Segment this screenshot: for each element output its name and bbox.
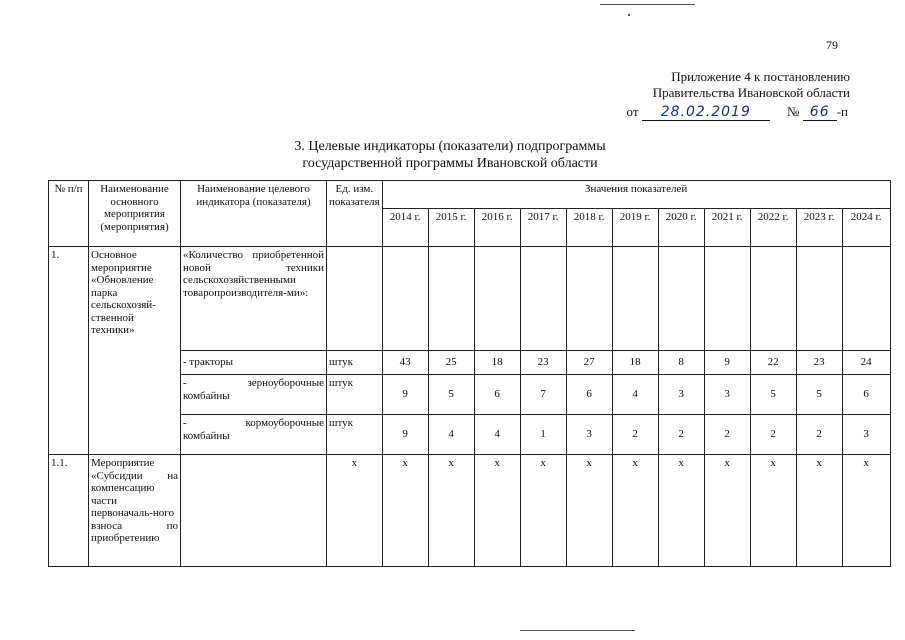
value-cell: 22 [750,351,796,375]
unit-cell: х [327,455,383,567]
year-2021: 2021 г. [704,209,750,247]
value-cell: х [612,455,658,567]
appendix-line-2: Правительства Ивановской области [652,85,850,100]
value-cell: 27 [566,351,612,375]
value-cell: х [428,455,474,567]
title-line-1: 3. Целевые индикаторы (показатели) подпрограммы [294,139,606,154]
value-cell: 2 [796,415,842,455]
table-row-main-event [49,247,891,351]
row-event-name: Основное мероприятие «Обновление парка сельскохозяй-ственной техники» [89,247,181,455]
row-event-name: Мероприятие «Субсидии на компенсацию части первоначаль-ного взноса по приобретению [89,455,181,567]
handwritten-date: 28.02.2019 [642,104,770,121]
indicators-table [48,180,891,567]
value-cell: х [520,455,566,567]
value-cell: 6 [842,375,890,415]
header-event: Наименование основного мероприятия (мероприятия) [89,181,181,247]
section-title [200,138,700,172]
title-line-2: государственной программы Ивановской области [302,156,598,171]
unit-cell: штук [327,351,383,375]
value-cell: 18 [612,351,658,375]
indicator-forage-harvesters [181,415,327,455]
year-2019: 2019 г. [612,209,658,247]
value-cell: 24 [842,351,890,375]
number-suffix: -п [836,104,848,119]
value-cell: 9 [382,415,428,455]
unit-cell: штук [327,375,383,415]
year-2014: 2014 г. [382,209,428,247]
appendix-header [600,69,850,101]
year-2015: 2015 г. [428,209,474,247]
value-cell: 9 [704,351,750,375]
value-cell: 5 [750,375,796,415]
value-cell: 3 [658,375,704,415]
value-cell: х [474,455,520,567]
value-cell: х [750,455,796,567]
value-cell: 2 [612,415,658,455]
row-num: 1. [49,247,89,455]
value-cell: 5 [428,375,474,415]
row-num: 1.1. [49,455,89,567]
header-row [49,181,891,209]
value-cell: х [658,455,704,567]
value-cell: 4 [474,415,520,455]
dash: - [183,417,187,429]
value-cell: 7 [520,375,566,415]
year-2024: 2024 г. [842,209,890,247]
indicator-tractors: - тракторы [181,351,327,375]
value-cell: 6 [566,375,612,415]
value-cell: 2 [658,415,704,455]
value-cell: 25 [428,351,474,375]
indicator-word: зерноуборочные [247,377,324,389]
value-cell: х [704,455,750,567]
row-indicator-name: «Количество приобретенной новой техники сельскохозяйственными товаропроизводителя-ми»: [181,247,327,351]
header-indicator: Наименование целевого индикатора (показателя) [181,181,327,247]
year-2022: 2022 г. [750,209,796,247]
year-2016: 2016 г. [474,209,520,247]
indicator-grain-harvesters [181,375,327,415]
value-cell: х [382,455,428,567]
header-values: Значения показателей [382,181,890,209]
from-label: от [626,104,639,119]
indicator-word: кормоуборочные [245,417,324,429]
empty-indicator-cell [181,455,327,567]
header-unit: Ед. изм. показателя [327,181,383,247]
value-cell: 2 [750,415,796,455]
year-2020: 2020 г. [658,209,704,247]
value-cell: 1 [520,415,566,455]
appendix-date-line [600,104,848,121]
value-cell: х [566,455,612,567]
value-cell: 43 [382,351,428,375]
value-cell: 9 [382,375,428,415]
year-2023: 2023 г. [796,209,842,247]
year-2018: 2018 г. [566,209,612,247]
year-2017: 2017 г. [520,209,566,247]
handwritten-number: 66 [803,104,837,121]
value-cell: 23 [796,351,842,375]
value-cell: 6 [474,375,520,415]
scan-dot [628,14,630,16]
page-number: 79 [826,38,838,52]
value-cell: х [796,455,842,567]
value-cell: 18 [474,351,520,375]
value-cell: 5 [796,375,842,415]
value-cell: х [842,455,890,567]
unit-cell: штук [327,415,383,455]
indicator-word: комбайны [183,429,230,442]
bottom-rule [520,630,635,631]
value-cell: 3 [704,375,750,415]
appendix-line-1: Приложение 4 к постановлению [671,69,850,84]
value-cell: 3 [842,415,890,455]
value-cell: 8 [658,351,704,375]
indicator-word: комбайны [183,389,230,402]
value-cell: 4 [428,415,474,455]
header-num: № п/п [49,181,89,247]
number-label: № [787,104,800,119]
value-cell: 3 [566,415,612,455]
value-cell: 23 [520,351,566,375]
dash: - [183,377,187,389]
value-cell: 2 [704,415,750,455]
top-rule [600,4,695,5]
table-row-subsidy-event [49,455,891,567]
value-cell: 4 [612,375,658,415]
